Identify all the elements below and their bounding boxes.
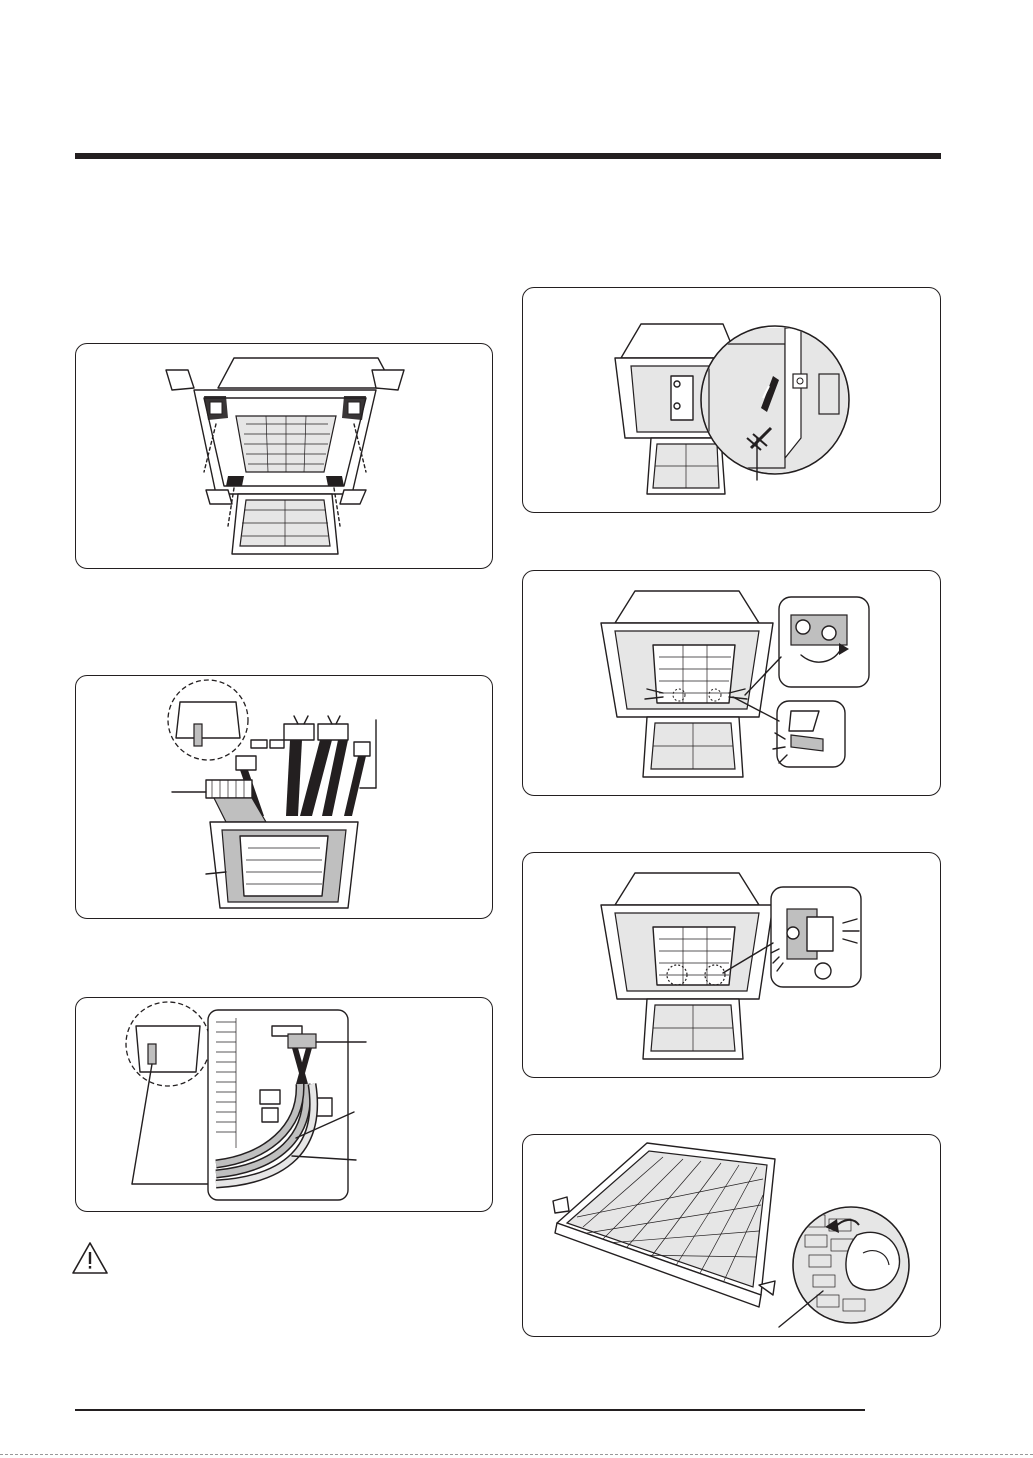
- grille-latch-illustration: [523, 853, 941, 1078]
- footer-rule: [75, 1409, 865, 1411]
- grille-hinge-hook-illustration: [523, 571, 941, 796]
- filter-protective-film-peel-illustration: [523, 1135, 941, 1337]
- fig-grille-latch: [522, 852, 941, 1078]
- fig-screw-bracket: [522, 287, 941, 513]
- ceiling-cassette-corner-screws-illustration: [76, 344, 493, 569]
- fig-filter-peel: [522, 1134, 941, 1337]
- bracket-screw-magnified-illustration: [523, 288, 941, 513]
- fig-control-box-wiring: [75, 997, 493, 1212]
- fig-grille-hinge: [522, 570, 941, 796]
- header-rule: [75, 153, 941, 159]
- control-box-wiring-illustration: [76, 998, 493, 1212]
- warning-triangle-icon: [70, 1240, 110, 1276]
- fig-connector-harness: [75, 675, 493, 919]
- wire-harness-connectors-illustration: [76, 676, 493, 919]
- fig-remove-corner-covers: [75, 343, 493, 569]
- crop-mark: [0, 1454, 1033, 1455]
